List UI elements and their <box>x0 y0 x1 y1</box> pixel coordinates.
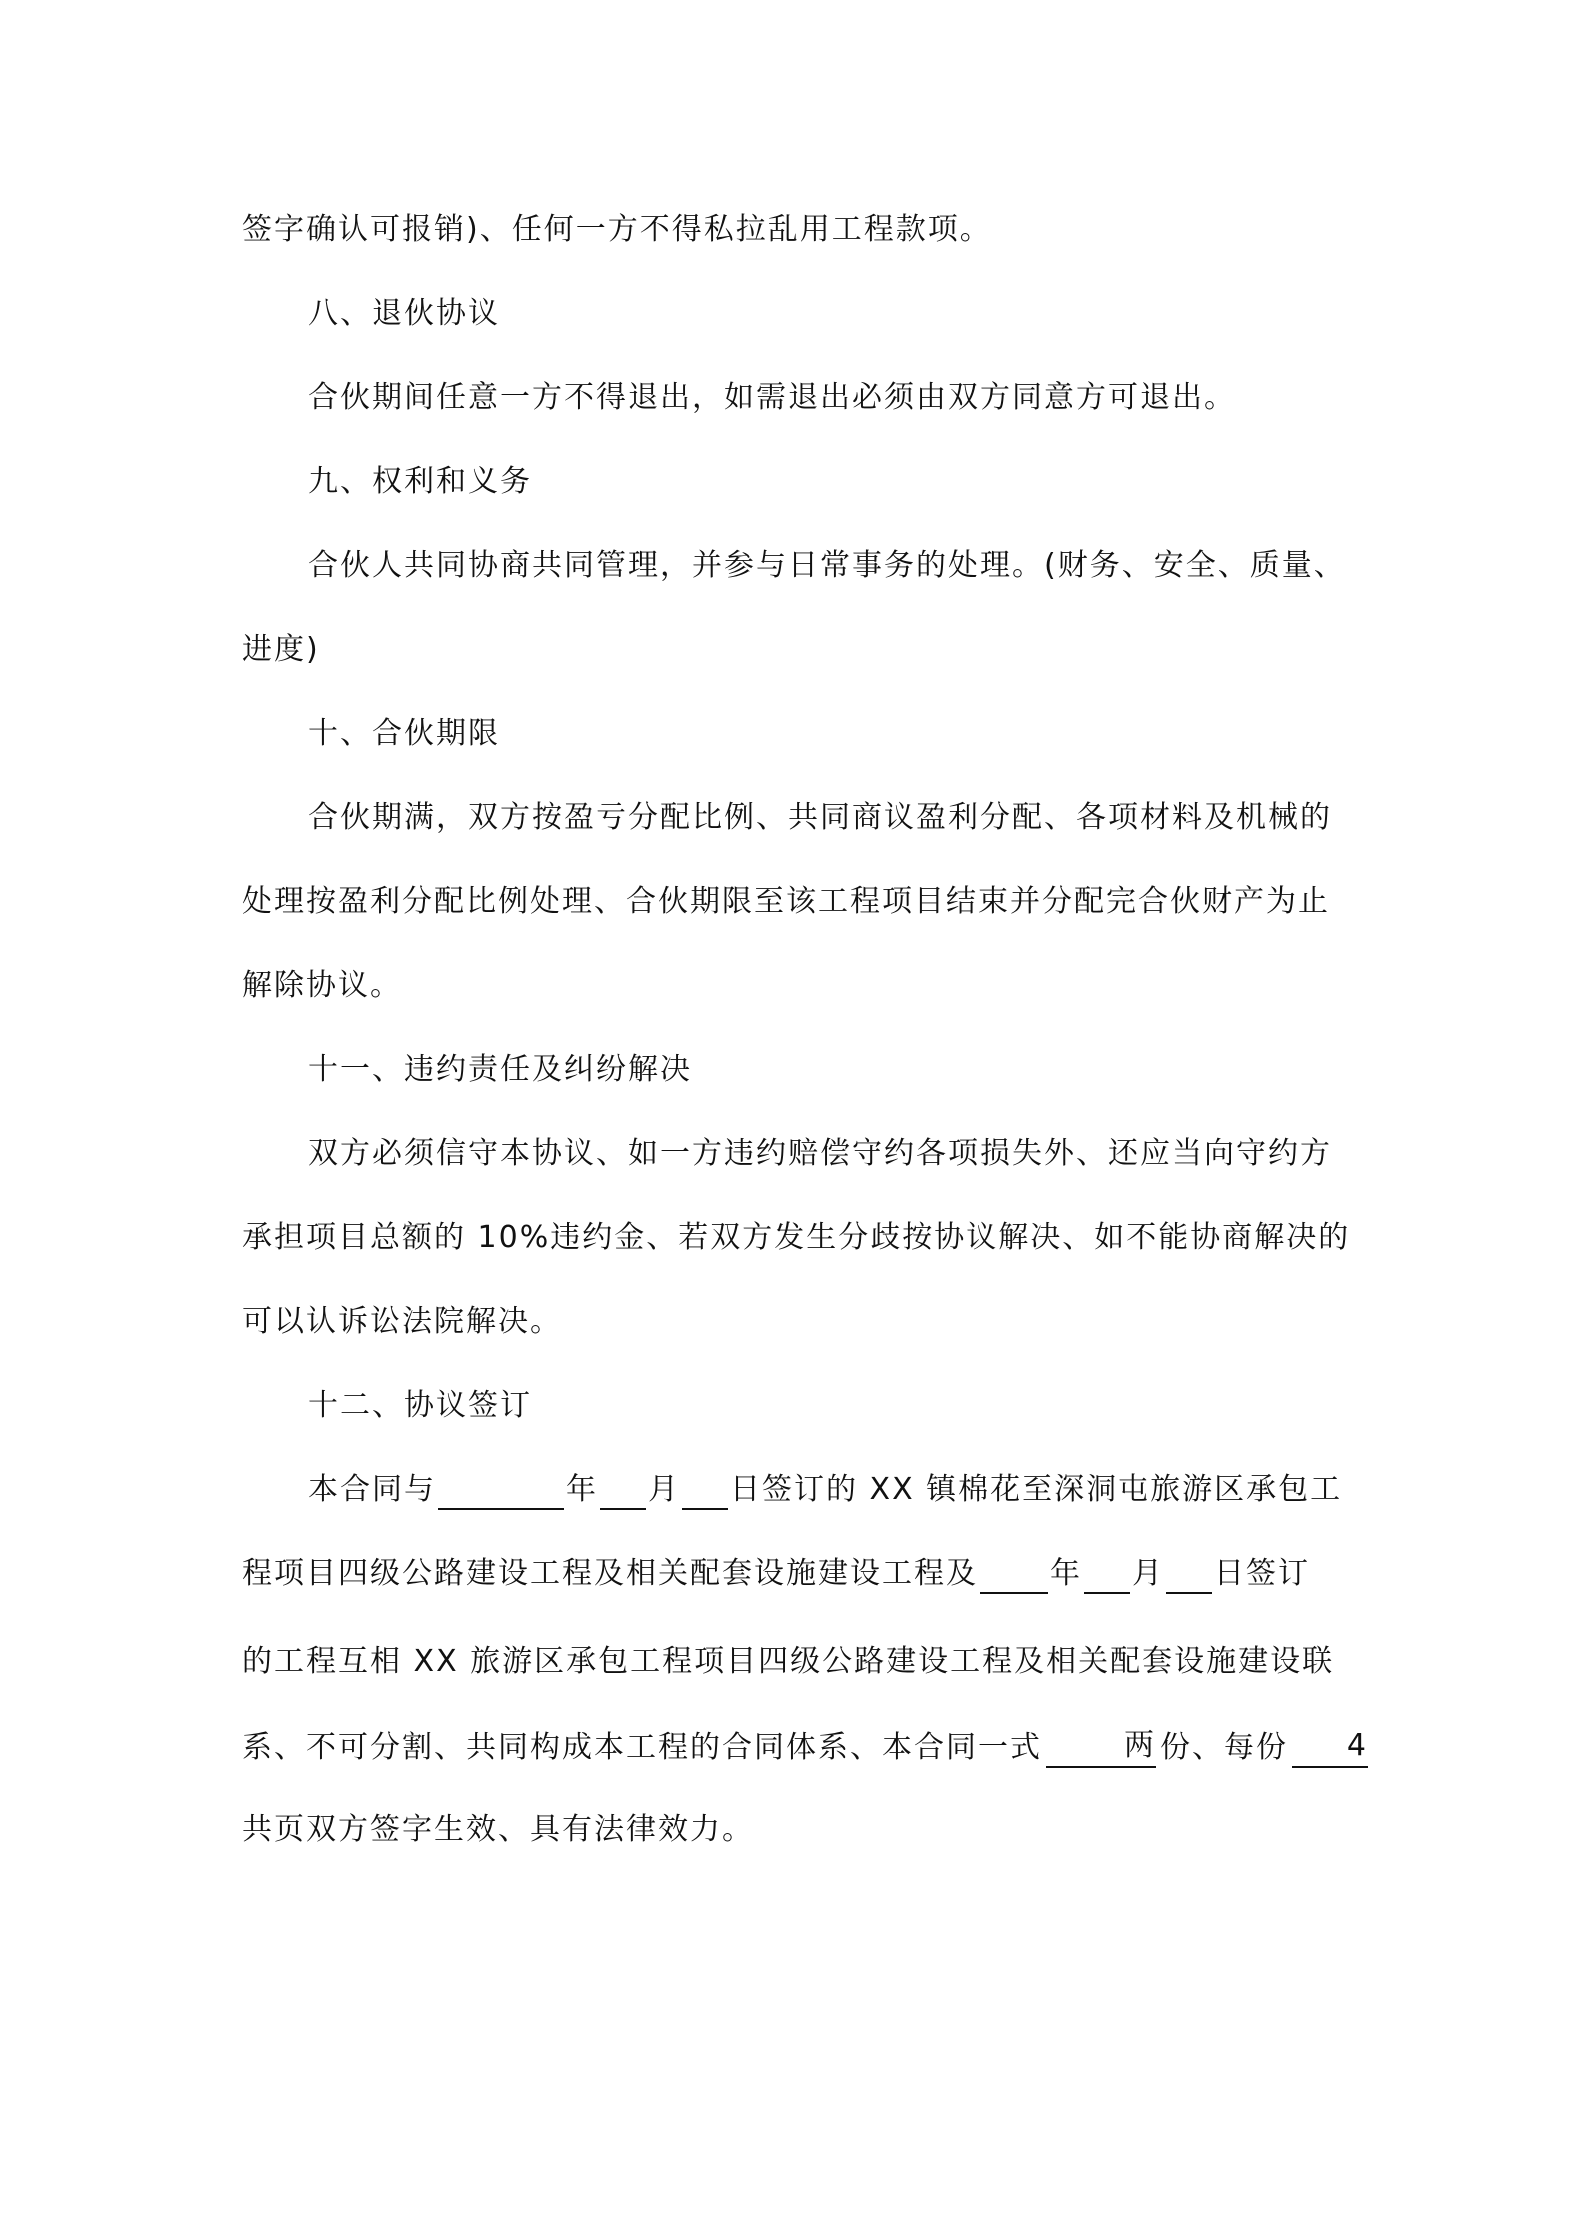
text-run: 年 <box>1050 1556 1082 1591</box>
text-run: 系、不可分割、共同构成本工程的合同体系、本合同一式 <box>242 1730 1042 1765</box>
paragraph-line: 签字确认可报销)、任何一方不得私拉乱用工程款项。 <box>242 212 992 247</box>
blank-year-field <box>980 1560 1048 1594</box>
paragraph-line: 的工程互相 XX 旅游区承包工程项目四级公路建设工程及相关配套设施建设联 <box>242 1644 1335 1679</box>
blank-day-field <box>1166 1560 1212 1594</box>
paragraph-line: 进度) <box>242 632 320 667</box>
section-heading-12: 十二、协议签订 <box>308 1388 532 1423</box>
blank-day-field <box>682 1476 728 1510</box>
text-run: 本合同与 <box>308 1472 436 1507</box>
paragraph-line: 合伙期间任意一方不得退出，如需退出必须由双方同意方可退出。 <box>308 380 1236 415</box>
section-heading-11: 十一、违约责任及纠纷解决 <box>308 1052 692 1087</box>
text-run: 年 <box>566 1472 598 1507</box>
paragraph-line: 合伙期满，双方按盈亏分配比例、共同商议盈利分配、各项材料及机械的 <box>308 800 1332 835</box>
blank-month-field <box>1084 1560 1130 1594</box>
blank-month-field <box>600 1476 646 1510</box>
text-run: 月 <box>1132 1556 1164 1591</box>
paragraph-line: 处理按盈利分配比例处理、合伙期限至该工程项目结束并分配完合伙财产为止 <box>242 884 1330 919</box>
paragraph-line <box>308 1470 1342 1510</box>
section-heading-10: 十、合伙期限 <box>308 716 500 751</box>
section-heading-9: 九、权利和义务 <box>308 464 532 499</box>
copies-count-field: 两 <box>1046 1726 1156 1768</box>
paragraph-line: 共页双方签字生效、具有法律效力。 <box>242 1812 754 1847</box>
paragraph-line: 双方必须信守本协议、如一方违约赔偿守约各项损失外、还应当向守约方 <box>308 1136 1332 1171</box>
paragraph-line: 可以认诉讼法院解决。 <box>242 1304 562 1339</box>
text-run: 日签订 <box>1214 1556 1310 1591</box>
section-heading-8: 八、退伙协议 <box>308 296 500 331</box>
paragraph-line <box>242 1726 1372 1768</box>
paragraph-line <box>242 1554 1310 1594</box>
paragraph-line: 合伙人共同协商共同管理，并参与日常事务的处理。(财务、安全、质量、 <box>308 548 1346 583</box>
text-run: 日签订的 XX 镇棉花至深洞屯旅游区承包工 <box>730 1472 1343 1507</box>
paragraph-line: 承担项目总额的 10%违约金、若双方发生分歧按协议解决、如不能协商解决的 <box>242 1220 1351 1255</box>
pages-count-field: 4 <box>1292 1726 1368 1768</box>
blank-year-field <box>438 1476 564 1510</box>
text-run: 月 <box>648 1472 680 1507</box>
text-run: 程项目四级公路建设工程及相关配套设施建设工程及 <box>242 1556 978 1591</box>
paragraph-line: 解除协议。 <box>242 968 402 1003</box>
text-run: 份、每份 <box>1160 1730 1288 1765</box>
